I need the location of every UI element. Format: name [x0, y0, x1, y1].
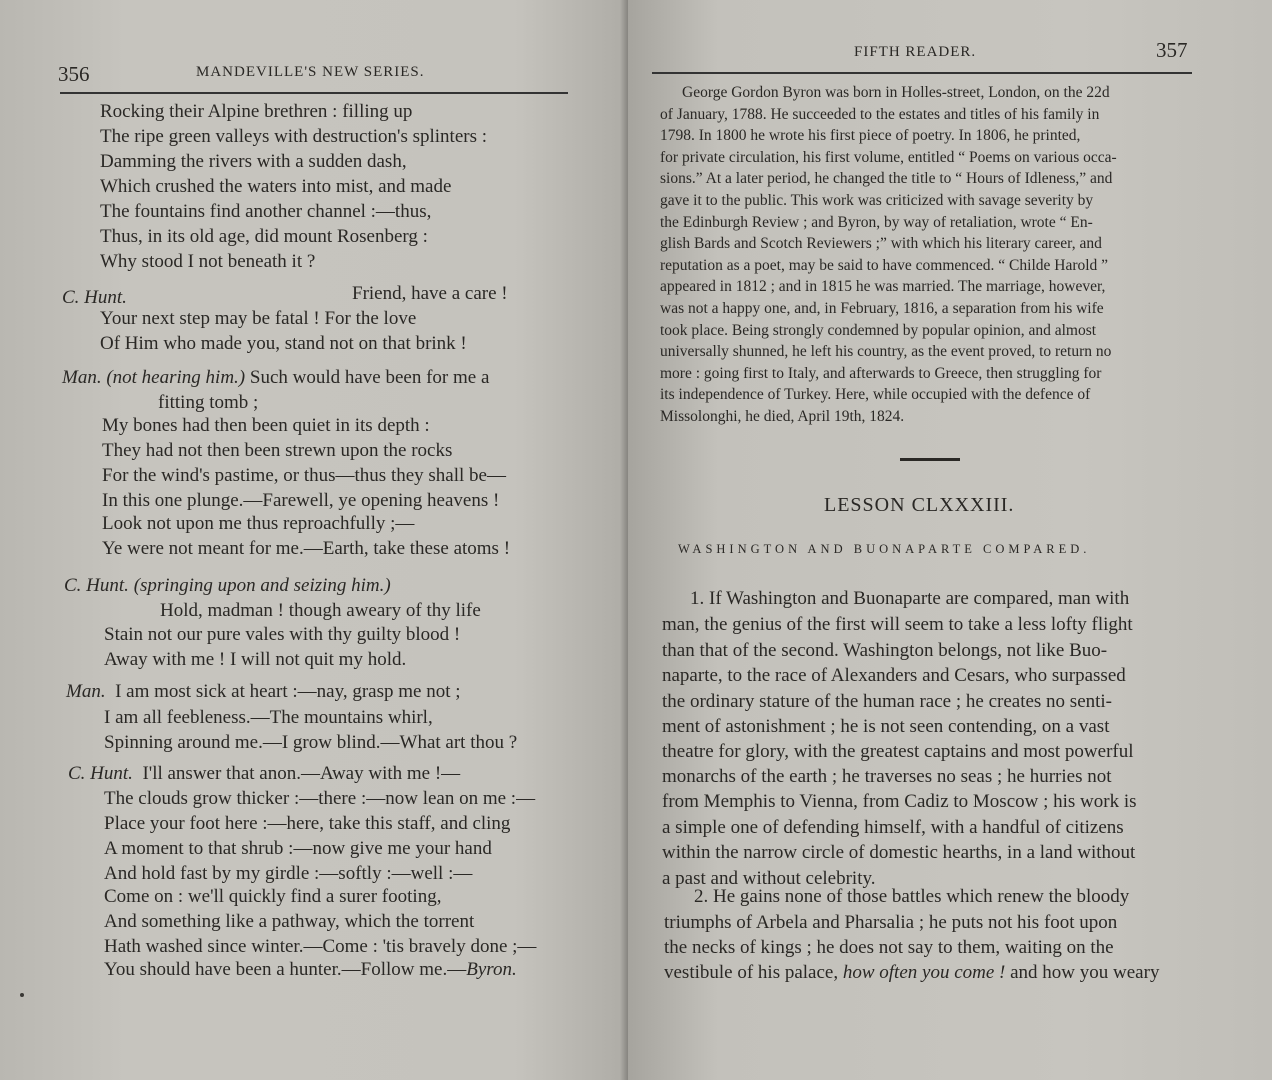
- verse-line: I am all feebleness.—The mountains whirl,: [104, 707, 433, 728]
- speaker-label: C. Hunt.: [64, 575, 129, 596]
- italic-quote: how often you come !: [842, 962, 1006, 983]
- bio-line: universally shunned, he left his country, as the event proved, to return no: [660, 343, 1112, 360]
- bio-line: its independence of Turkey. Here, while occupied with the defence of: [660, 386, 1091, 403]
- text-line: ment of astonishment ; he is not seen contending, on a vast: [662, 716, 1110, 737]
- bio-line: 1798. In 1800 he wrote his first piece of poetry. In 1806, he printed,: [660, 127, 1081, 144]
- stage-direction: (springing upon and seizing him.): [133, 575, 391, 596]
- page-number-right: 357: [1156, 38, 1188, 62]
- bio-line: sions.” At a later period, he changed the title to “ Hours of Idleness,” and: [660, 170, 1113, 187]
- verse-line: They had not then been strewn upon the rocks: [102, 440, 453, 461]
- header-rule-left: [60, 92, 568, 94]
- verse-line: Come on : we'll quickly find a surer footing,: [104, 886, 442, 907]
- verse-line: Why stood I not beneath it ?: [100, 251, 316, 272]
- verse-line: fitting tomb ;: [158, 392, 259, 413]
- bio-line: more : going first to Italy, and afterwards to Greece, then struggling for: [660, 365, 1102, 382]
- text-line: 1. If Washington and Buonaparte are compared, man with: [690, 588, 1130, 609]
- verse-line: The clouds grow thicker :—there :—now lean on me :—: [104, 788, 536, 809]
- lesson-title: LESSON CLXXXIII.: [824, 494, 1015, 516]
- speaker-label: Man.: [62, 367, 102, 388]
- verse-text: I am most sick at heart :—nay, grasp me not ;: [115, 681, 461, 702]
- verse-text: Such would have been for me a: [245, 367, 490, 388]
- running-head-right: FIFTH READER.: [854, 44, 977, 60]
- text-line: triumphs of Arbela and Pharsalia ; he puts not his foot upon: [664, 912, 1118, 933]
- verse-line: And hold fast by my girdle :—softly :—well :—: [104, 863, 473, 884]
- author-attribution: Byron.: [466, 959, 517, 980]
- text-line: within the narrow circle of domestic hearths, in a land without: [662, 842, 1136, 863]
- text-line: a simple one of defending himself, with a handful of citizens: [662, 817, 1124, 838]
- verse-line: A moment to that shrub :—now give me your hand: [104, 838, 492, 859]
- verse-line: Spinning around me.—I grow blind.—What art thou ?: [104, 732, 518, 753]
- stage-direction: (not hearing him.): [106, 367, 246, 388]
- verse-line: Of Him who made you, stand not on that brink !: [100, 333, 467, 354]
- verse-line: Which crushed the waters into mist, and made: [100, 176, 452, 197]
- bio-line: the Edinburgh Review ; and Byron, by way of retaliation, wrote “ En-: [660, 214, 1093, 231]
- speaker-line: [62, 366, 489, 390]
- lesson-subtitle: WASHINGTON AND BUONAPARTE COMPARED.: [678, 542, 1091, 556]
- running-head-left: MANDEVILLE'S NEW SERIES.: [196, 64, 425, 80]
- verse-line: In this one plunge.—Farewell, ye opening heavens !: [102, 490, 500, 511]
- text-line: monarchs of the earth ; he traverses no seas ; he hurries not: [662, 766, 1112, 787]
- verse-line: And something like a pathway, which the torrent: [104, 911, 475, 932]
- verse-line: Hath washed since winter.—Come : 'tis bravely done ;—: [104, 936, 537, 957]
- speaker-line: [64, 574, 391, 598]
- text-span: and how you weary: [1005, 962, 1160, 983]
- verse-line: Place your foot here :—here, take this staff, and cling: [104, 813, 511, 834]
- bio-line: reputation as a poet, may be said to have commenced. “ Childe Harold ”: [660, 257, 1109, 274]
- verse-line: Stain not our pure vales with thy guilty blood !: [104, 624, 461, 645]
- bio-line: Missolonghi, he died, April 19th, 1824.: [660, 408, 905, 425]
- text-line: man, the genius of the first will seem to take a less lofty flight: [662, 614, 1133, 635]
- speaker-label: C. Hunt.: [62, 287, 127, 308]
- verse-text: I'll answer that anon.—Away with me !—: [142, 763, 461, 784]
- verse-line: The ripe green valleys with destruction's splinters :: [100, 126, 488, 147]
- header-rule-right: [652, 72, 1192, 74]
- text-line: 2. He gains none of those battles which renew the bloody: [694, 886, 1130, 907]
- text-line: a past and without celebrity.: [662, 868, 876, 889]
- speaker-label: C. Hunt.: [68, 763, 133, 784]
- text-line: naparte, to the race of Alexanders and Cesars, who surpassed: [662, 665, 1126, 686]
- verse-line: Rocking their Alpine brethren : filling up: [100, 101, 413, 122]
- bio-line: of January, 1788. He succeeded to the estates and titles of his family in: [660, 106, 1100, 123]
- verse-line-last: [104, 958, 517, 982]
- bio-line: took place. Being strongly condemned by popular opinion, and almost: [660, 322, 1097, 339]
- page-number-left: 356: [58, 62, 90, 86]
- text-line: than that of the second. Washington belongs, not like Buo-: [662, 640, 1108, 661]
- bio-line: was not a happy one, and, in February, 1816, a separation from his wife: [660, 300, 1104, 317]
- left-page: [0, 0, 628, 1080]
- verse-line: Damming the rivers with a sudden dash,: [100, 151, 407, 172]
- verse-line: Ye were not meant for me.—Earth, take these atoms !: [102, 538, 511, 559]
- paper-speck: [20, 993, 24, 997]
- bio-line: appeared in 1812 ; and in 1815 he was married. The marriage, however,: [660, 278, 1106, 295]
- verse-line: The fountains find another channel :—thus,: [100, 201, 432, 222]
- verse-line: Thus, in its old age, did mount Rosenberg :: [100, 226, 428, 247]
- verse-text: You should have been a hunter.—Follow me.—: [104, 959, 467, 980]
- right-page: [628, 0, 1272, 1080]
- verse-line: For the wind's pastime, or thus—thus they shall be—: [102, 465, 506, 486]
- text-line-last: [664, 960, 1159, 986]
- text-line: the ordinary stature of the human race ; he creates no senti-: [662, 691, 1113, 712]
- verse-line: Hold, madman ! though aweary of thy life: [160, 600, 481, 621]
- text-span: vestibule of his palace,: [664, 962, 843, 983]
- bio-line: for private circulation, his first volume, entitled “ Poems on various occa-: [660, 149, 1117, 166]
- bio-line: George Gordon Byron was born in Holles-street, London, on the 22d: [682, 84, 1110, 101]
- text-line: the necks of kings ; he does not say to them, waiting on the: [664, 937, 1114, 958]
- bio-line: glish Bards and Scotch Reviewers ;” with which his literary career, and: [660, 235, 1102, 252]
- speaker-line: [68, 762, 460, 786]
- verse-line: Your next step may be fatal ! For the love: [100, 308, 417, 329]
- speaker-line: [66, 680, 461, 704]
- section-divider: [900, 458, 960, 461]
- text-line: from Memphis to Vienna, from Cadiz to Moscow ; his work is: [662, 791, 1137, 812]
- verse-line: Friend, have a care !: [352, 283, 508, 304]
- verse-line: Away with me ! I will not quit my hold.: [104, 649, 407, 670]
- bio-line: gave it to the public. This work was criticized with savage severity by: [660, 192, 1094, 209]
- verse-line: Look not upon me thus reproachfully ;—: [102, 513, 415, 534]
- verse-line: My bones had then been quiet in its depth :: [102, 415, 430, 436]
- text-line: theatre for glory, with the greatest captains and most powerful: [662, 741, 1134, 762]
- speaker-label: Man.: [66, 681, 106, 702]
